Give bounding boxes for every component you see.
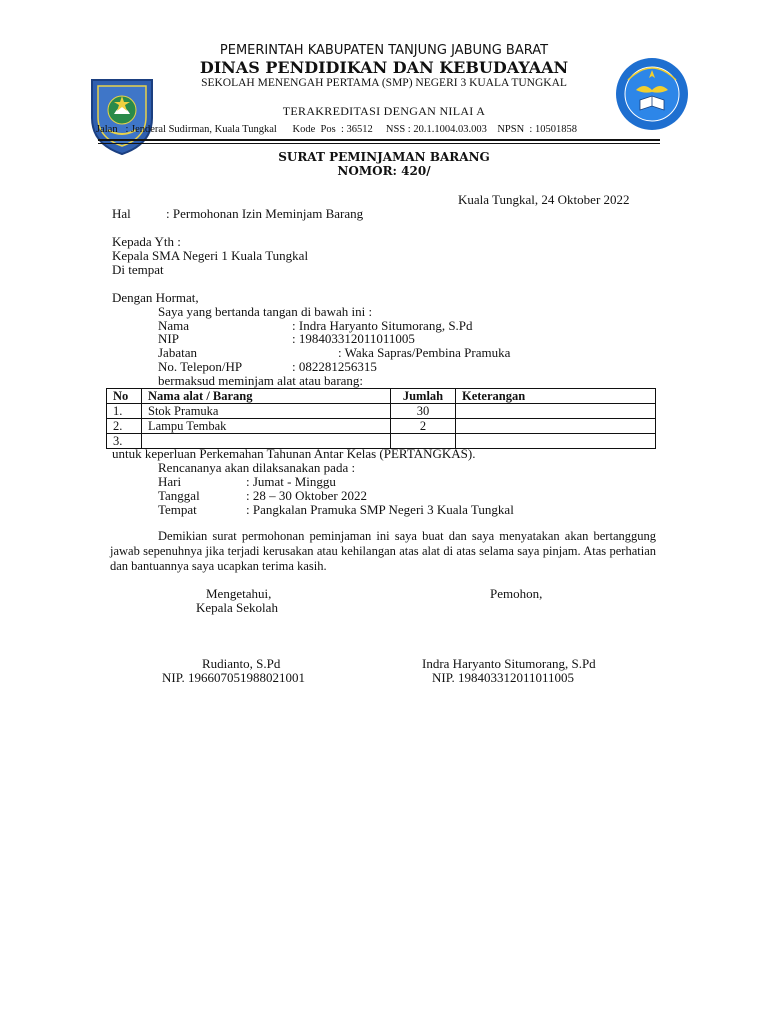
letter-title: SURAT PEMINJAMAN BARANG: [278, 150, 490, 164]
row-item-name: Stok Pramuka: [142, 404, 391, 419]
applicant-name: Indra Haryanto Situmorang, S.Pd: [422, 656, 596, 671]
day-label: Hari: [158, 474, 182, 489]
acknowledged-heading: Mengetahui,: [206, 586, 272, 601]
gov-line: PEMERINTAH KABUPATEN TANJUNG JABUNG BARAT: [219, 43, 549, 58]
day-value: : Jumat - Minggu: [246, 474, 336, 489]
place-value: : Pangkalan Pramuka SMP Negeri 3 Kuala Tungkal: [246, 502, 514, 517]
intent-text: bermaksud meminjam alat atau barang:: [158, 373, 364, 388]
applicant-nip: NIP. 198403312011011005: [432, 670, 575, 685]
header-rule-thick: [98, 139, 660, 141]
greeting: Dengan Hormat,: [112, 290, 199, 305]
school-name: SEKOLAH MENENGAH PERTAMA (SMP) NEGERI 3 KUALA TUNGKAL: [201, 77, 567, 89]
recipient-line-1: Kepada Yth :: [112, 234, 181, 249]
row-quantity: 2: [391, 419, 456, 434]
header-item-name: Nama alat / Barang: [142, 389, 391, 404]
intro-text: Saya yang bertanda tangan di bawah ini :: [158, 304, 373, 319]
name-value: : Indra Haryanto Situmorang, S.Pd: [292, 318, 473, 333]
row-notes: [456, 434, 656, 449]
recipient-line-2: Kepala SMA Negeri 1 Kuala Tungkal: [112, 248, 309, 263]
position-label: Jabatan: [158, 345, 197, 360]
table-header-row: [107, 389, 656, 404]
row-notes: [456, 419, 656, 434]
row-notes: [456, 404, 656, 419]
date-label: Tanggal: [158, 488, 200, 503]
header-quantity: Jumlah: [391, 389, 456, 404]
subject-label: Hal: [112, 206, 131, 221]
name-label: Nama: [158, 318, 190, 333]
principal-nip: NIP. 196607051988021001: [162, 670, 306, 685]
closing-paragraph: Demikian surat permohonan peminjaman ini saya buat dan saya menyatakan akan bertanggung jawab sepenuhnya jika terjadi kerusakan atau kehilangan atas alat di atas selama saya pinjam. Atas perhatian dan bantuannya saya ucapkan terima kasih.: [110, 529, 656, 573]
nip-label: NIP: [158, 331, 179, 346]
purpose-text: untuk keperluan Perkemahan Tahunan Antar Kelas (PERTANGKAS).: [112, 446, 476, 461]
place-label: Tempat: [158, 502, 197, 517]
row-no: 2.: [107, 419, 142, 434]
principal-name: Rudianto, S.Pd: [202, 656, 281, 671]
address-line: Jalan : Jenderal Sudirman, Kuala Tungkal Kode Pos : 36512 NSS : 20.1.1004.03.003 NPSN : 10501858: [96, 124, 577, 135]
date-value: : 28 – 30 Oktober 2022: [246, 488, 367, 503]
subject-value: : Permohonan Izin Meminjam Barang: [166, 206, 364, 221]
header-notes: Keterangan: [456, 389, 656, 404]
row-item-name: Lampu Tembak: [142, 419, 391, 434]
header-rule-thin: [98, 143, 660, 144]
plan-intro: Rencananya akan dilaksanakan pada :: [158, 460, 356, 475]
table-row: [107, 404, 656, 419]
recipient-line-3: Di tempat: [112, 262, 164, 277]
header-no: No: [107, 389, 142, 404]
accreditation-line: TERAKREDITASI DENGAN NILAI A: [282, 104, 486, 118]
letter-date: Kuala Tungkal, 24 Oktober 2022: [458, 192, 630, 207]
phone-value: : 082281256315: [292, 359, 377, 374]
row-no: 3.: [107, 434, 142, 449]
nip-value: : 198403312011011005: [292, 331, 415, 346]
row-no: 1.: [107, 404, 142, 419]
table-row: [107, 419, 656, 434]
principal-role: Kepala Sekolah: [196, 600, 278, 615]
row-quantity: 30: [391, 404, 456, 419]
applicant-heading: Pemohon,: [490, 586, 543, 601]
phone-label: No. Telepon/HP: [158, 359, 243, 374]
office-name: DINAS PENDIDIKAN DAN KEBUDAYAAN: [199, 58, 569, 77]
items-table: [106, 388, 656, 449]
letter-number: NOMOR: 420/: [337, 164, 431, 178]
position-value: : Waka Sapras/Pembina Pramuka: [338, 345, 511, 360]
